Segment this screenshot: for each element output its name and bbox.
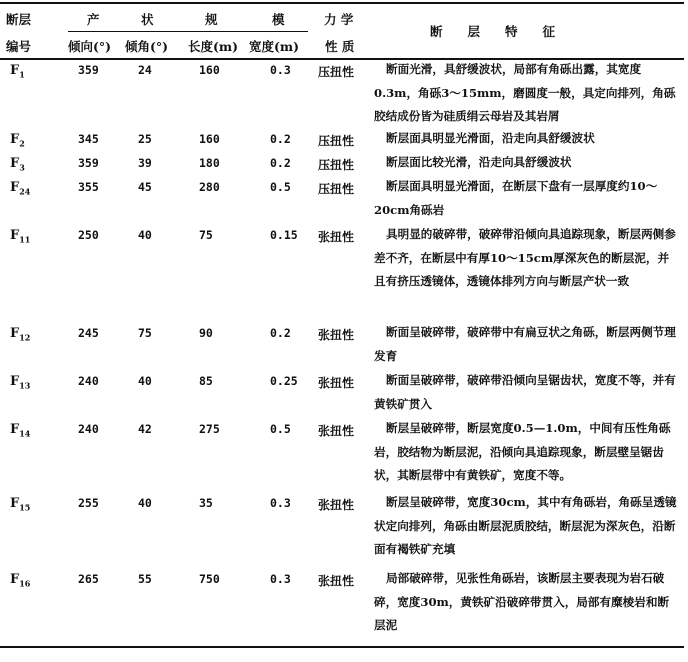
length: 75 <box>199 228 213 242</box>
width: 0.5 <box>270 422 291 436</box>
mechanical-nature: 张扭性 <box>318 328 355 342</box>
header-length: 长度(m) <box>188 39 239 54</box>
fault-id <box>10 180 30 197</box>
mechanical-nature: 张扭性 <box>318 230 355 244</box>
fault-description <box>374 321 680 368</box>
dip-angle: 42 <box>138 422 152 436</box>
fault-description <box>374 369 680 416</box>
dip-direction: 240 <box>78 374 99 388</box>
width: 0.2 <box>270 156 291 170</box>
header-gui: 规 <box>205 12 218 27</box>
length: 90 <box>199 326 213 340</box>
fault-description <box>374 567 680 638</box>
fault-description <box>374 491 680 562</box>
fault-description-text: 具明显的破碎带，破碎带沿倾向具追踪现象，断层两侧参差不齐，在断层中有厚10～15cm厚深灰色的断层泥，并且有挤压透镜体，透镜体排列方向与断层产状一致 <box>374 227 676 288</box>
subheader-rule <box>68 31 308 32</box>
fault-description <box>374 151 680 175</box>
dip-direction: 359 <box>78 156 99 170</box>
header-id: 编号 <box>6 39 32 54</box>
length: 85 <box>199 374 213 388</box>
dip-angle: 25 <box>138 132 152 146</box>
fault-description <box>374 127 680 151</box>
fault-description-text: 断层面比较光滑，沿走向具舒缓波状 <box>386 155 572 169</box>
fault-id-letter: F <box>10 374 20 389</box>
dip-direction: 359 <box>78 63 99 77</box>
header-dip-angle: 倾角(°) <box>125 39 169 54</box>
mechanical-nature: 压扭性 <box>318 182 355 196</box>
width: 0.15 <box>270 228 298 242</box>
dip-direction: 250 <box>78 228 99 242</box>
width: 0.25 <box>270 374 298 388</box>
header-mo: 模 <box>272 12 285 27</box>
dip-direction: 240 <box>78 422 99 436</box>
dip-direction: 355 <box>78 180 99 194</box>
width: 0.3 <box>270 63 291 77</box>
dip-direction: 255 <box>78 496 99 510</box>
fault-id-letter: F <box>10 228 20 243</box>
fault-id <box>10 156 25 173</box>
dip-angle: 24 <box>138 63 152 77</box>
fault-id <box>10 496 30 513</box>
width: 0.5 <box>270 180 291 194</box>
fault-description-text: 断层面具明显光滑面，沿走向具舒缓波状 <box>386 131 595 145</box>
fault-description <box>374 58 680 129</box>
header-fault: 断层 <box>6 12 32 27</box>
dip-angle: 45 <box>138 180 152 194</box>
fault-id-letter: F <box>10 326 20 341</box>
dip-angle: 40 <box>138 496 152 510</box>
fault-id-letter: F <box>10 496 20 511</box>
width: 0.2 <box>270 326 291 340</box>
mechanical-nature: 压扭性 <box>318 65 355 79</box>
length: 160 <box>199 63 220 77</box>
fault-id-subscript: 16 <box>19 578 31 589</box>
fault-id <box>10 326 30 343</box>
fault-id-letter: F <box>10 63 20 78</box>
header-mechanics: 力 学 <box>324 12 354 27</box>
fault-id-letter: F <box>10 180 20 195</box>
fault-description-text: 断层面具明显光滑面，在断层下盘有一层厚度约10～20cm角砾岩 <box>374 179 658 217</box>
width: 0.2 <box>270 132 291 146</box>
fault-description-text: 断面呈破碎带，破碎带沿倾向呈锯齿状，宽度不等，并有黄铁矿贯入 <box>374 373 676 411</box>
header-dip-dir: 倾向(°) <box>68 39 112 54</box>
fault-id <box>10 374 30 391</box>
dip-angle: 55 <box>138 572 152 586</box>
fault-id-subscript: 12 <box>19 332 31 343</box>
fault-id-subscript: 11 <box>19 234 31 245</box>
fault-id-subscript: 2 <box>19 138 25 149</box>
fault-id-letter: F <box>10 572 20 587</box>
mechanical-nature: 张扭性 <box>318 498 355 512</box>
width: 0.3 <box>270 496 291 510</box>
dip-angle: 40 <box>138 374 152 388</box>
mechanical-nature: 压扭性 <box>318 158 355 172</box>
fault-id-subscript: 13 <box>19 380 31 391</box>
fault-id-subscript: 3 <box>19 162 25 173</box>
length: 160 <box>199 132 220 146</box>
fault-id <box>10 572 30 589</box>
mechanical-nature: 张扭性 <box>318 574 355 588</box>
fault-description <box>374 175 680 222</box>
dip-angle: 40 <box>138 228 152 242</box>
fault-description-text: 断层呈破碎带，断层宽度0.5—1.0m，中间有压性角砾岩，胶结物为断层泥，沿倾向具追踪现象，断层壁呈锯齿状，其断层带中有黄铁矿，宽度不等。 <box>374 421 671 482</box>
header-nature: 性 质 <box>325 39 355 54</box>
fault-id-subscript: 14 <box>19 428 31 439</box>
top-rule <box>0 2 684 4</box>
fault-description-text: 断面呈破碎带，破碎带中有扁豆状之角砾，断层两侧节理发育 <box>374 325 676 363</box>
dip-angle: 39 <box>138 156 152 170</box>
fault-description-text: 断层呈破碎带，宽度30cm，其中有角砾岩，角砾呈透镜状定向排列，角砾由断层泥质胶结，断层泥为深灰色，沿断面有褐铁矿充填 <box>374 495 677 556</box>
fault-id-subscript: 24 <box>19 186 31 197</box>
fault-id-letter: F <box>10 132 20 147</box>
fault-description-text: 局部破碎带，见张性角砾岩，该断层主要表现为岩石破碎，宽度30m，黄铁矿沿破碎带贯入，局部有糜棱岩和断层泥 <box>374 571 670 632</box>
header-zhuang: 状 <box>141 12 154 27</box>
fault-id <box>10 422 30 439</box>
mechanical-nature: 张扭性 <box>318 424 355 438</box>
fault-id <box>10 228 30 245</box>
fault-id <box>10 132 25 149</box>
width: 0.3 <box>270 572 291 586</box>
fault-description <box>374 417 680 488</box>
header-features: 断 层 特 征 <box>430 24 556 39</box>
mechanical-nature: 张扭性 <box>318 376 355 390</box>
fault-id <box>10 63 25 80</box>
header-width: 宽度(m) <box>249 39 300 54</box>
length: 35 <box>199 496 213 510</box>
dip-direction: 265 <box>78 572 99 586</box>
length: 180 <box>199 156 220 170</box>
length: 280 <box>199 180 220 194</box>
fault-id-subscript: 15 <box>19 502 31 513</box>
length: 275 <box>199 422 220 436</box>
length: 750 <box>199 572 220 586</box>
mechanical-nature: 压扭性 <box>318 134 355 148</box>
fault-id-letter: F <box>10 422 20 437</box>
fault-description-text: 断面光滑，具舒缓波状，局部有角砾出露，其宽度0.3m，角砾3～15mm，磨圆度一般，具定向排列，角砾胶结成份皆为硅质绢云母岩及其岩屑 <box>374 62 676 123</box>
fault-description <box>374 223 680 294</box>
dip-direction: 345 <box>78 132 99 146</box>
fault-id-subscript: 1 <box>19 69 25 80</box>
dip-direction: 245 <box>78 326 99 340</box>
bottom-rule <box>0 646 684 648</box>
header-chan: 产 <box>87 12 100 27</box>
fault-id-letter: F <box>10 156 20 171</box>
dip-angle: 75 <box>138 326 152 340</box>
